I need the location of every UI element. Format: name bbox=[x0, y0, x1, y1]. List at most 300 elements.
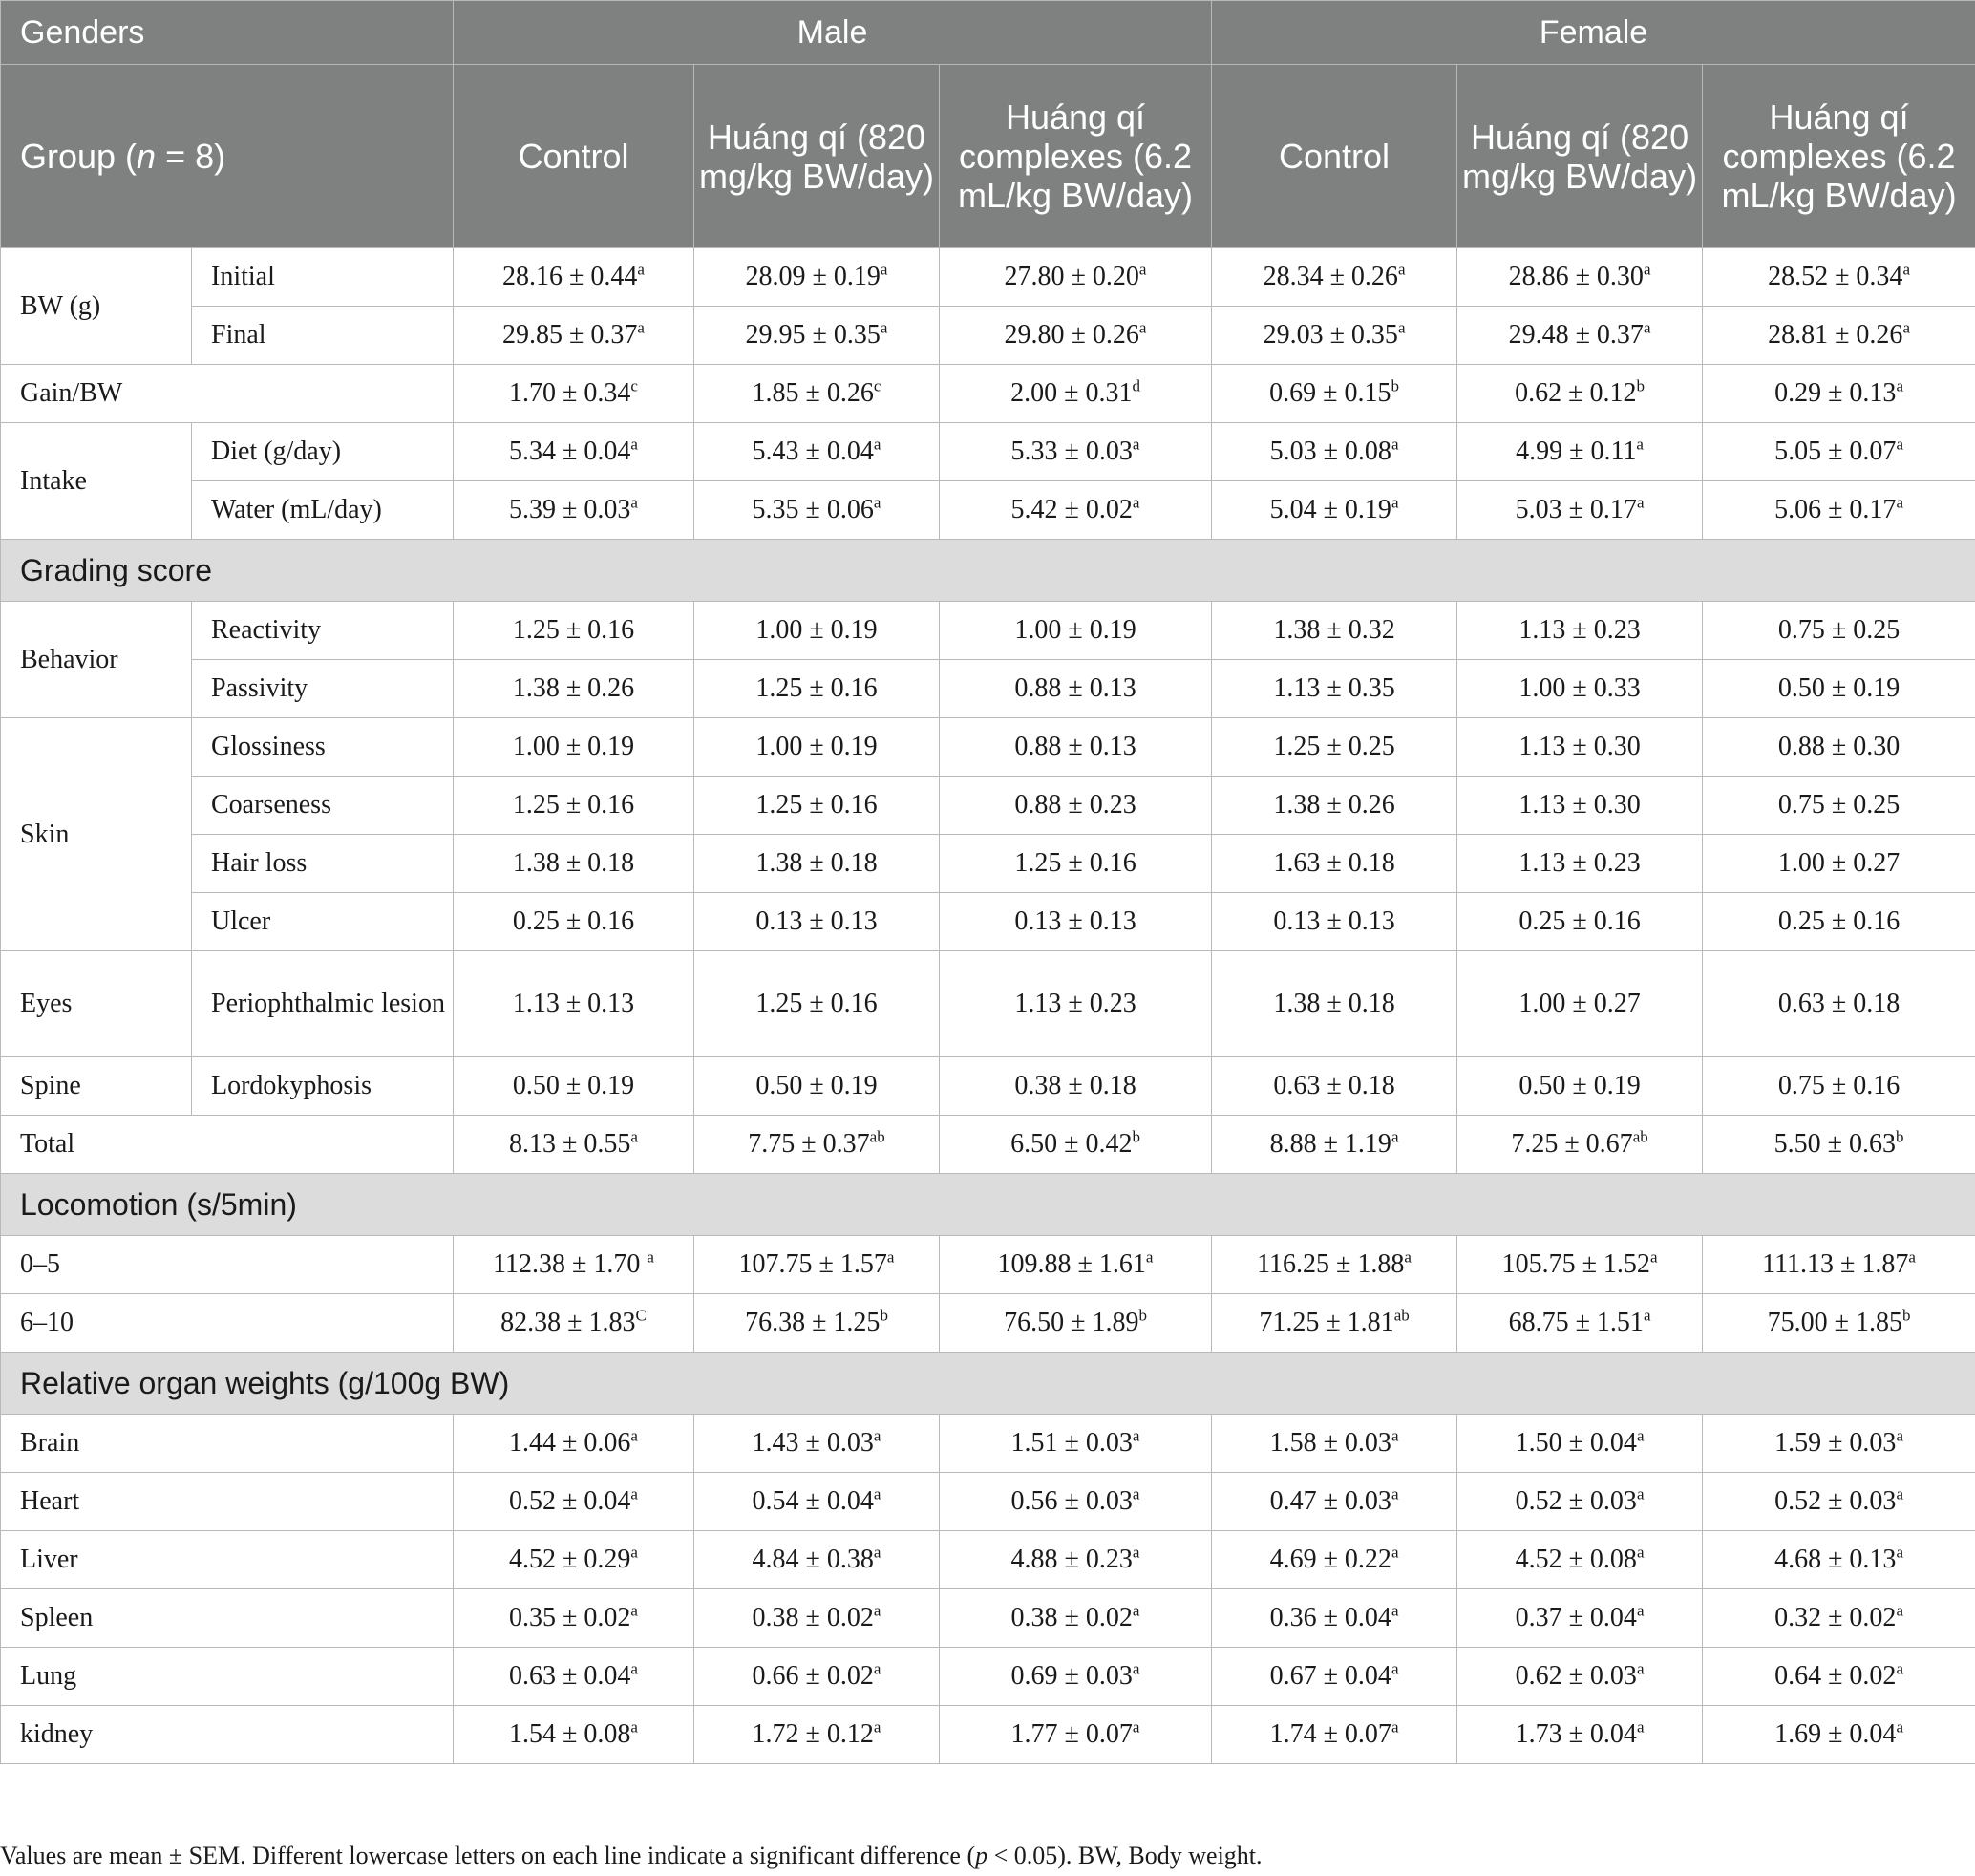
significance-letter: a bbox=[1636, 493, 1645, 512]
row-eyes bbox=[1, 951, 1975, 1057]
significance-letter: a bbox=[1391, 493, 1399, 512]
value-cell: 1.38 ± 0.26 bbox=[454, 660, 694, 718]
footnote-text-2: < 0.05). BW, Body weight. bbox=[988, 1842, 1263, 1869]
cell-value: 76.50 ± 1.89 bbox=[1004, 1308, 1139, 1337]
kidney-label: kidney bbox=[1, 1706, 454, 1764]
significance-letter: a bbox=[1391, 1601, 1399, 1620]
value-cell bbox=[454, 248, 694, 307]
value-cell bbox=[1457, 423, 1703, 481]
value-cell bbox=[940, 1531, 1212, 1589]
value-cell: 1.13 ± 0.23 bbox=[1457, 602, 1703, 660]
cell-value: 0.29 ± 0.13 bbox=[1774, 378, 1897, 408]
cell-value: 1.43 ± 0.03 bbox=[752, 1428, 874, 1458]
cell-value: 0.62 ± 0.03 bbox=[1515, 1661, 1637, 1691]
value-cell bbox=[1703, 1589, 1975, 1648]
group-label-n: n bbox=[137, 137, 157, 176]
significance-letter: a bbox=[1636, 435, 1644, 454]
value-cell bbox=[940, 481, 1212, 540]
value-cell bbox=[940, 248, 1212, 307]
cell-value: 0.38 ± 0.02 bbox=[1010, 1603, 1133, 1632]
significance-letter: a bbox=[880, 318, 888, 337]
cell-value: 0.52 ± 0.03 bbox=[1774, 1486, 1897, 1516]
significance-letter: a bbox=[1397, 260, 1406, 279]
significance-letter: a bbox=[1132, 1601, 1140, 1620]
cell-value: 5.35 ± 0.06 bbox=[752, 495, 874, 524]
section-grading-label: Grading score bbox=[1, 540, 1975, 602]
cell-value: 0.69 ± 0.15 bbox=[1269, 378, 1391, 408]
significance-letter: a bbox=[1902, 260, 1910, 279]
group-label-suffix: = 8) bbox=[156, 137, 226, 176]
value-cell bbox=[1457, 1648, 1703, 1706]
heart-label: Heart bbox=[1, 1473, 454, 1531]
behavior-label: Behavior bbox=[1, 602, 192, 718]
significance-letter: a bbox=[1636, 1717, 1645, 1737]
significance-letter: a bbox=[1132, 1543, 1140, 1562]
value-cell: 1.38 ± 0.26 bbox=[1212, 777, 1457, 835]
significance-letter: a bbox=[630, 493, 638, 512]
value-cell: 0.50 ± 0.19 bbox=[454, 1057, 694, 1116]
value-cell: 0.63 ± 0.18 bbox=[1212, 1057, 1457, 1116]
significance-letter: a bbox=[1132, 1426, 1140, 1445]
section-locomotion bbox=[1, 1174, 1975, 1236]
cell-value: 1.54 ± 0.08 bbox=[509, 1719, 631, 1749]
value-cell bbox=[940, 1648, 1212, 1706]
significance-letter: a bbox=[1391, 1484, 1399, 1503]
value-cell: 1.00 ± 0.19 bbox=[694, 602, 940, 660]
significance-letter: a bbox=[1391, 1659, 1399, 1678]
row-coarseness bbox=[1, 777, 1975, 835]
significance-letter: d bbox=[1132, 376, 1140, 395]
value-cell: 1.25 ± 0.16 bbox=[454, 602, 694, 660]
significance-letter: C bbox=[635, 1306, 647, 1325]
bw-label: BW (g) bbox=[1, 248, 192, 365]
significance-letter: a bbox=[1636, 1659, 1645, 1678]
footnote-text-1: Values are mean ± SEM. Different lowercase letters on each line indicate a significant difference ( bbox=[0, 1842, 976, 1869]
value-cell bbox=[1212, 1116, 1457, 1174]
col-header-male-complexes: Huáng qí complexes (6.2 mL/kg BW/day) bbox=[940, 65, 1212, 248]
significance-letter: a bbox=[1397, 318, 1406, 337]
significance-letter: b bbox=[880, 1306, 888, 1325]
row-intake-water bbox=[1, 481, 1975, 540]
value-cell: 0.75 ± 0.25 bbox=[1703, 777, 1975, 835]
header-row-groups bbox=[1, 65, 1975, 248]
section-organs-label: Relative organ weights (g/100g BW) bbox=[1, 1353, 1975, 1415]
value-cell bbox=[1457, 248, 1703, 307]
row-spleen bbox=[1, 1589, 1975, 1648]
value-cell bbox=[1212, 1531, 1457, 1589]
cell-value: 1.70 ± 0.34 bbox=[509, 378, 631, 408]
significance-letter: a bbox=[1636, 1484, 1645, 1503]
locomotion-0-5-label: 0–5 bbox=[1, 1236, 454, 1294]
skin-label: Skin bbox=[1, 718, 192, 951]
significance-letter: a bbox=[630, 1601, 638, 1620]
value-cell bbox=[1457, 365, 1703, 423]
cell-value: 4.88 ± 0.23 bbox=[1010, 1545, 1133, 1574]
group-header bbox=[1, 65, 454, 248]
cell-value: 82.38 ± 1.83 bbox=[500, 1308, 636, 1337]
row-locomotion-0-5 bbox=[1, 1236, 1975, 1294]
value-cell: 1.38 ± 0.18 bbox=[1212, 951, 1457, 1057]
significance-letter: a bbox=[1391, 1127, 1399, 1146]
value-cell bbox=[1457, 481, 1703, 540]
row-label-initial: Initial bbox=[192, 248, 454, 307]
value-cell bbox=[694, 1116, 940, 1174]
value-cell bbox=[1212, 248, 1457, 307]
significance-letter: a bbox=[1132, 435, 1140, 454]
row-label-hair-loss: Hair loss bbox=[192, 835, 454, 893]
significance-letter: a bbox=[873, 435, 881, 454]
value-cell bbox=[1703, 423, 1975, 481]
cell-value: 28.81 ± 0.26 bbox=[1768, 320, 1903, 350]
header-row-genders bbox=[1, 1, 1975, 65]
value-cell bbox=[940, 1473, 1212, 1531]
significance-letter: a bbox=[647, 1247, 654, 1267]
cell-value: 0.56 ± 0.03 bbox=[1010, 1486, 1133, 1516]
cell-value: 29.80 ± 0.26 bbox=[1004, 320, 1139, 350]
significance-letter: a bbox=[1636, 1543, 1645, 1562]
value-cell bbox=[454, 1116, 694, 1174]
cell-value: 1.59 ± 0.03 bbox=[1774, 1428, 1897, 1458]
row-glossiness bbox=[1, 718, 1975, 777]
significance-letter: a bbox=[1636, 1426, 1645, 1445]
significance-letter: b bbox=[1636, 376, 1645, 395]
value-cell bbox=[454, 1236, 694, 1294]
spine-label: Spine bbox=[1, 1057, 192, 1116]
value-cell bbox=[694, 1531, 940, 1589]
value-cell bbox=[940, 423, 1212, 481]
value-cell bbox=[940, 307, 1212, 365]
value-cell: 0.75 ± 0.25 bbox=[1703, 602, 1975, 660]
liver-label: Liver bbox=[1, 1531, 454, 1589]
value-cell: 1.13 ± 0.30 bbox=[1457, 777, 1703, 835]
significance-letter: a bbox=[1896, 1484, 1903, 1503]
value-cell: 1.13 ± 0.23 bbox=[1457, 835, 1703, 893]
intake-label: Intake bbox=[1, 423, 192, 540]
cell-value: 4.52 ± 0.29 bbox=[509, 1545, 631, 1574]
section-organs bbox=[1, 1353, 1975, 1415]
value-cell bbox=[694, 1236, 940, 1294]
cell-value: 29.48 ± 0.37 bbox=[1508, 320, 1644, 350]
cell-value: 5.06 ± 0.17 bbox=[1774, 495, 1897, 524]
significance-letter: a bbox=[873, 1717, 881, 1737]
eyes-label: Eyes bbox=[1, 951, 192, 1057]
cell-value: 0.35 ± 0.02 bbox=[509, 1603, 631, 1632]
significance-letter: a bbox=[630, 1717, 638, 1737]
value-cell bbox=[694, 1415, 940, 1473]
cell-value: 76.38 ± 1.25 bbox=[745, 1308, 881, 1337]
significance-letter: b bbox=[1895, 1127, 1904, 1146]
value-cell bbox=[1703, 1116, 1975, 1174]
significance-letter: a bbox=[1896, 1659, 1903, 1678]
cell-value: 5.05 ± 0.07 bbox=[1774, 437, 1897, 466]
value-cell bbox=[694, 1294, 940, 1353]
value-cell bbox=[454, 1648, 694, 1706]
row-heart bbox=[1, 1473, 1975, 1531]
cell-value: 29.95 ± 0.35 bbox=[745, 320, 881, 350]
cell-value: 112.38 ± 1.70 bbox=[493, 1249, 648, 1279]
value-cell: 1.13 ± 0.30 bbox=[1457, 718, 1703, 777]
significance-letter: a bbox=[873, 1426, 881, 1445]
significance-letter: a bbox=[1896, 1426, 1903, 1445]
significance-letter: a bbox=[1132, 493, 1140, 512]
row-locomotion-6-10 bbox=[1, 1294, 1975, 1353]
row-lung bbox=[1, 1648, 1975, 1706]
row-label-final: Final bbox=[192, 307, 454, 365]
value-cell: 1.00 ± 0.19 bbox=[694, 718, 940, 777]
cell-value: 0.69 ± 0.03 bbox=[1010, 1661, 1133, 1691]
value-cell bbox=[1212, 1236, 1457, 1294]
significance-letter: a bbox=[1391, 435, 1399, 454]
row-spine bbox=[1, 1057, 1975, 1116]
value-cell: 1.00 ± 0.33 bbox=[1457, 660, 1703, 718]
cell-value: 111.13 ± 1.87 bbox=[1762, 1249, 1909, 1279]
value-cell bbox=[1457, 307, 1703, 365]
value-cell: 0.50 ± 0.19 bbox=[694, 1057, 940, 1116]
cell-value: 5.42 ± 0.02 bbox=[1010, 495, 1133, 524]
cell-value: 1.85 ± 0.26 bbox=[752, 378, 874, 408]
cell-value: 0.37 ± 0.04 bbox=[1515, 1603, 1637, 1632]
cell-value: 6.50 ± 0.42 bbox=[1010, 1129, 1133, 1159]
row-gain bbox=[1, 365, 1975, 423]
cell-value: 27.80 ± 0.20 bbox=[1004, 262, 1139, 291]
significance-letter: a bbox=[630, 1127, 638, 1146]
significance-letter: a bbox=[880, 260, 888, 279]
value-cell: 1.13 ± 0.13 bbox=[454, 951, 694, 1057]
cell-value: 105.75 ± 1.52 bbox=[1501, 1249, 1650, 1279]
value-cell: 0.50 ± 0.19 bbox=[1703, 660, 1975, 718]
cell-value: 1.72 ± 0.12 bbox=[752, 1719, 874, 1749]
value-cell bbox=[1703, 1531, 1975, 1589]
significance-letter: a bbox=[873, 1601, 881, 1620]
value-cell: 0.25 ± 0.16 bbox=[1703, 893, 1975, 951]
value-cell bbox=[1703, 307, 1975, 365]
value-cell bbox=[1212, 1706, 1457, 1764]
value-cell bbox=[940, 1706, 1212, 1764]
cell-value: 5.03 ± 0.17 bbox=[1515, 495, 1637, 524]
value-cell: 0.13 ± 0.13 bbox=[694, 893, 940, 951]
value-cell: 0.88 ± 0.13 bbox=[940, 660, 1212, 718]
cell-value: 29.03 ± 0.35 bbox=[1263, 320, 1398, 350]
value-cell: 0.75 ± 0.16 bbox=[1703, 1057, 1975, 1116]
value-cell bbox=[1457, 1236, 1703, 1294]
row-liver bbox=[1, 1531, 1975, 1589]
value-cell bbox=[1703, 481, 1975, 540]
significance-letter: a bbox=[637, 260, 645, 279]
significance-letter: ab bbox=[1632, 1127, 1648, 1146]
significance-letter: a bbox=[630, 1543, 638, 1562]
cell-value: 5.50 ± 0.63 bbox=[1773, 1129, 1896, 1159]
value-cell bbox=[1212, 1648, 1457, 1706]
value-cell bbox=[1703, 1706, 1975, 1764]
cell-value: 1.73 ± 0.04 bbox=[1515, 1719, 1637, 1749]
cell-value: 71.25 ± 1.81 bbox=[1259, 1308, 1394, 1337]
col-header-male-huangqi: Huáng qí (820 mg/kg BW/day) bbox=[694, 65, 940, 248]
cell-value: 28.16 ± 0.44 bbox=[502, 262, 638, 291]
significance-letter: a bbox=[1896, 435, 1903, 454]
cell-value: 0.32 ± 0.02 bbox=[1774, 1603, 1897, 1632]
col-header-female-control: Control bbox=[1212, 65, 1457, 248]
value-cell: 1.38 ± 0.18 bbox=[694, 835, 940, 893]
col-header-male-control: Control bbox=[454, 65, 694, 248]
cell-value: 29.85 ± 0.37 bbox=[502, 320, 638, 350]
significance-letter: b bbox=[1132, 1127, 1140, 1146]
cell-value: 4.69 ± 0.22 bbox=[1269, 1545, 1391, 1574]
value-cell: 1.13 ± 0.35 bbox=[1212, 660, 1457, 718]
cell-value: 1.58 ± 0.03 bbox=[1269, 1428, 1391, 1458]
value-cell: 1.13 ± 0.23 bbox=[940, 951, 1212, 1057]
value-cell bbox=[1212, 1415, 1457, 1473]
significance-letter: a bbox=[1902, 318, 1910, 337]
cell-value: 7.25 ± 0.67 bbox=[1511, 1129, 1633, 1159]
genders-header: Genders bbox=[1, 1, 454, 65]
significance-letter: b bbox=[1138, 1306, 1147, 1325]
significance-letter: a bbox=[1643, 318, 1651, 337]
value-cell bbox=[454, 1589, 694, 1648]
cell-value: 0.62 ± 0.12 bbox=[1515, 378, 1637, 408]
significance-letter: a bbox=[1636, 1601, 1645, 1620]
significance-letter: a bbox=[1908, 1247, 1916, 1267]
cell-value: 5.33 ± 0.03 bbox=[1010, 437, 1133, 466]
row-label-ulcer: Ulcer bbox=[192, 893, 454, 951]
row-ulcer bbox=[1, 893, 1975, 951]
row-label-lordokyphosis: Lordokyphosis bbox=[192, 1057, 454, 1116]
value-cell bbox=[1703, 365, 1975, 423]
significance-letter: b bbox=[1901, 1306, 1911, 1325]
value-cell bbox=[1457, 1589, 1703, 1648]
value-cell bbox=[1457, 1473, 1703, 1531]
significance-letter: a bbox=[1649, 1247, 1658, 1267]
significance-letter: a bbox=[630, 1484, 638, 1503]
cell-value: 4.68 ± 0.13 bbox=[1774, 1545, 1897, 1574]
significance-letter: a bbox=[637, 318, 645, 337]
cell-value: 5.04 ± 0.19 bbox=[1269, 495, 1391, 524]
significance-letter: ab bbox=[869, 1127, 885, 1146]
significance-letter: a bbox=[630, 1426, 638, 1445]
value-cell: 1.63 ± 0.18 bbox=[1212, 835, 1457, 893]
significance-letter: a bbox=[1896, 493, 1903, 512]
row-bw-final bbox=[1, 307, 1975, 365]
table-footnote bbox=[0, 1842, 1263, 1870]
group-label-prefix: Group ( bbox=[20, 137, 138, 176]
value-cell bbox=[1703, 1236, 1975, 1294]
row-label-periophthalmic: Periophthalmic lesion bbox=[192, 951, 454, 1057]
row-kidney bbox=[1, 1706, 1975, 1764]
significance-letter: a bbox=[873, 1659, 881, 1678]
value-cell bbox=[694, 365, 940, 423]
cell-value: 0.36 ± 0.04 bbox=[1269, 1603, 1391, 1632]
cell-value: 0.54 ± 0.04 bbox=[752, 1486, 874, 1516]
value-cell bbox=[1457, 1706, 1703, 1764]
row-label-diet: Diet (g/day) bbox=[192, 423, 454, 481]
value-cell: 0.25 ± 0.16 bbox=[1457, 893, 1703, 951]
value-cell: 0.13 ± 0.13 bbox=[940, 893, 1212, 951]
significance-letter: a bbox=[630, 435, 638, 454]
significance-letter: a bbox=[1896, 1543, 1903, 1562]
row-reactivity bbox=[1, 602, 1975, 660]
cell-value: 4.84 ± 0.38 bbox=[752, 1545, 874, 1574]
cell-value: 5.39 ± 0.03 bbox=[509, 495, 631, 524]
cell-value: 28.52 ± 0.34 bbox=[1768, 262, 1903, 291]
value-cell: 1.25 ± 0.16 bbox=[694, 777, 940, 835]
value-cell: 0.88 ± 0.13 bbox=[940, 718, 1212, 777]
lung-label: Lung bbox=[1, 1648, 454, 1706]
cell-value: 1.74 ± 0.07 bbox=[1269, 1719, 1391, 1749]
value-cell: 1.00 ± 0.27 bbox=[1457, 951, 1703, 1057]
value-cell: 1.00 ± 0.27 bbox=[1703, 835, 1975, 893]
significance-letter: a bbox=[1643, 260, 1651, 279]
value-cell: 1.00 ± 0.19 bbox=[454, 718, 694, 777]
cell-value: 8.88 ± 1.19 bbox=[1269, 1129, 1391, 1159]
value-cell bbox=[454, 481, 694, 540]
significance-letter: ab bbox=[1393, 1306, 1410, 1325]
value-cell bbox=[454, 307, 694, 365]
value-cell bbox=[940, 1415, 1212, 1473]
cell-value: 0.38 ± 0.02 bbox=[752, 1603, 874, 1632]
value-cell bbox=[1212, 481, 1457, 540]
value-cell bbox=[940, 1236, 1212, 1294]
value-cell: 1.25 ± 0.16 bbox=[694, 660, 940, 718]
significance-letter: a bbox=[1391, 1426, 1399, 1445]
brain-label: Brain bbox=[1, 1415, 454, 1473]
col-header-female-complexes: Huáng qí complexes (6.2 mL/kg BW/day) bbox=[1703, 65, 1975, 248]
significance-letter: a bbox=[1138, 318, 1147, 337]
significance-letter: a bbox=[1404, 1247, 1412, 1267]
value-cell bbox=[454, 1415, 694, 1473]
cell-value: 28.86 ± 0.30 bbox=[1508, 262, 1644, 291]
row-passivity bbox=[1, 660, 1975, 718]
row-bw-initial bbox=[1, 248, 1975, 307]
row-label-passivity: Passivity bbox=[192, 660, 454, 718]
female-header: Female bbox=[1212, 1, 1975, 65]
value-cell bbox=[454, 1531, 694, 1589]
locomotion-6-10-label: 6–10 bbox=[1, 1294, 454, 1353]
significance-letter: a bbox=[886, 1247, 895, 1267]
total-label: Total bbox=[1, 1116, 454, 1174]
value-cell bbox=[1703, 1415, 1975, 1473]
value-cell bbox=[940, 365, 1212, 423]
cell-value: 1.51 ± 0.03 bbox=[1010, 1428, 1133, 1458]
value-cell bbox=[454, 423, 694, 481]
value-cell: 1.25 ± 0.16 bbox=[940, 835, 1212, 893]
value-cell bbox=[1457, 1415, 1703, 1473]
value-cell: 0.38 ± 0.18 bbox=[940, 1057, 1212, 1116]
cell-value: 2.00 ± 0.31 bbox=[1010, 378, 1133, 408]
row-brain bbox=[1, 1415, 1975, 1473]
cell-value: 8.13 ± 0.55 bbox=[509, 1129, 631, 1159]
cell-value: 68.75 ± 1.51 bbox=[1508, 1308, 1644, 1337]
row-label-water: Water (mL/day) bbox=[192, 481, 454, 540]
significance-letter: a bbox=[873, 493, 881, 512]
cell-value: 7.75 ± 0.37 bbox=[748, 1129, 870, 1159]
value-cell: 0.88 ± 0.23 bbox=[940, 777, 1212, 835]
value-cell bbox=[694, 423, 940, 481]
value-cell bbox=[940, 1116, 1212, 1174]
value-cell: 1.25 ± 0.16 bbox=[694, 951, 940, 1057]
value-cell bbox=[940, 1589, 1212, 1648]
value-cell bbox=[1212, 365, 1457, 423]
row-label-reactivity: Reactivity bbox=[192, 602, 454, 660]
value-cell bbox=[694, 307, 940, 365]
significance-letter: a bbox=[1643, 1306, 1651, 1325]
value-cell: 1.25 ± 0.25 bbox=[1212, 718, 1457, 777]
significance-letter: a bbox=[1896, 1601, 1903, 1620]
value-cell bbox=[1212, 307, 1457, 365]
significance-letter: a bbox=[1896, 1717, 1903, 1737]
value-cell bbox=[694, 1648, 940, 1706]
col-header-female-huangqi: Huáng qí (820 mg/kg BW/day) bbox=[1457, 65, 1703, 248]
significance-letter: a bbox=[1132, 1717, 1140, 1737]
cell-value: 1.77 ± 0.07 bbox=[1010, 1719, 1133, 1749]
